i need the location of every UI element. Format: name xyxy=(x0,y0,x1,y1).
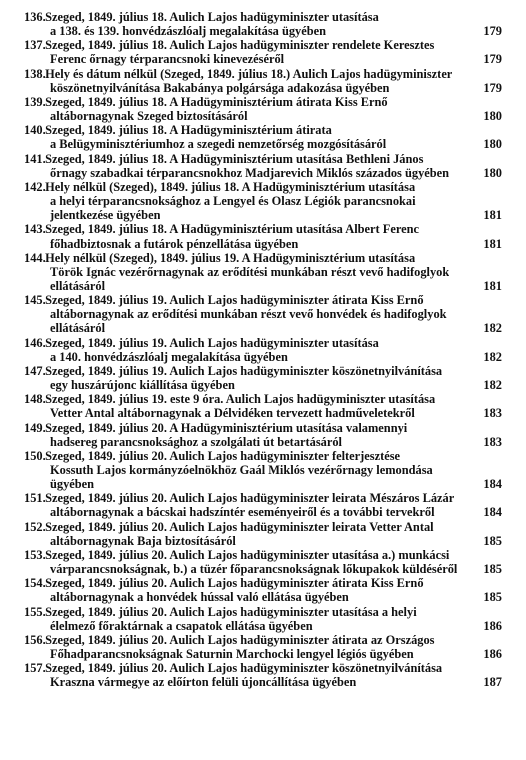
entry-text: Főhadparancsnokságnak Saturnin Marchocki lengyel légiós ügyében xyxy=(50,647,414,662)
page-number: 180 xyxy=(483,109,502,124)
entry-text: ellátásáról xyxy=(50,321,106,336)
page-number: 179 xyxy=(483,52,502,67)
page-number: 184 xyxy=(483,477,502,492)
entry-text: altábornagynak az erődítési munkában részt vevő honvédek és hadifoglyok xyxy=(50,307,447,322)
entry-text: Szeged, 1849. július 20. Aulich Lajos hadügyminiszter átirata az Országos xyxy=(45,632,435,647)
toc-entry xyxy=(24,449,502,491)
entry-text: Szeged, 1849. július 20. Aulich Lajos hadügyminiszter leirata Vetter Antal xyxy=(45,519,434,534)
entry-number: 153. xyxy=(24,547,46,562)
entry-number: 139. xyxy=(24,94,46,109)
entry-number: 147. xyxy=(24,363,46,378)
entry-text: hadsereg parancsnoksághoz a szolgálati út betartásáról xyxy=(50,434,342,449)
entry-text: Hely nélkül (Szeged), 1849. július 19. A Hadügyminisztérium utasítása xyxy=(45,250,416,265)
page-number: 183 xyxy=(483,406,502,421)
entry-text: altábornagynak Baja biztosításáról xyxy=(50,533,236,548)
entry-text: a 140. honvédzászlóalj megalakítása ügyében xyxy=(50,349,288,364)
page-number: 187 xyxy=(483,675,502,690)
entry-number: 155. xyxy=(24,604,46,619)
page-number: 185 xyxy=(483,562,502,577)
toc-entry xyxy=(24,661,502,689)
entry-text: Szeged, 1849. július 20. Aulich Lajos hadügyminiszter utasítása a helyi xyxy=(45,604,417,619)
entry-number: 144. xyxy=(24,250,46,265)
toc-entry xyxy=(24,123,502,151)
toc-entry xyxy=(24,222,502,250)
entry-number: 141. xyxy=(24,151,46,166)
toc-entry xyxy=(24,421,502,449)
entry-text: Ferenc őrnagy térparancsnoki kinevezéséről xyxy=(50,52,285,67)
entry-number: 148. xyxy=(24,392,46,407)
page-number: 184 xyxy=(483,505,502,520)
toc-entry xyxy=(24,392,502,420)
entry-text: jelentkezése ügyében xyxy=(50,208,161,223)
entry-text: altábornagynak a bácskai hadszíntér eseményeiről és a további tervekről xyxy=(50,505,435,520)
entry-text: köszönetnyilvánítása Bakabánya polgársága adakozása ügyében xyxy=(50,80,390,95)
page-number: 180 xyxy=(483,137,502,152)
toc-entry xyxy=(24,38,502,66)
entry-text: Szeged, 1849. július 20. Aulich Lajos hadügyminiszter utasítása a.) munkácsi xyxy=(45,547,450,562)
page-number: 185 xyxy=(483,533,502,548)
entry-text: Szeged, 1849. július 20. Aulich Lajos hadügyminiszter átirata Kiss Ernő xyxy=(45,576,424,591)
entry-text: Szeged, 1849. július 18. A Hadügyminisztérium utasítása Albert Ferenc xyxy=(45,222,420,237)
entry-text: Török Ignác vezérőrnagynak az erődítési munkában részt vevő hadifoglyok xyxy=(50,264,450,279)
entry-text: Szeged, 1849. július 19. este 9 óra. Aulich Lajos hadügyminiszter utasítása xyxy=(45,392,436,407)
toc-entry xyxy=(24,293,502,335)
entry-text: Szeged, 1849. július 18. A Hadügyminisztérium átirata xyxy=(45,123,332,138)
entry-text: Szeged, 1849. július 20. A Hadügyminisztérium utasítása valamennyi xyxy=(45,420,408,435)
entry-text: Hely nélkül (Szeged), 1849. július 18. A Hadügyminisztérium utasítása xyxy=(45,179,416,194)
page-number: 182 xyxy=(483,321,502,336)
entry-text: a 138. és 139. honvédzászlóalj megalakítása ügyében xyxy=(50,24,327,39)
entry-number: 154. xyxy=(24,576,46,591)
entry-text: főhadbiztosnak a futárok pénzellátása ügyében xyxy=(50,236,299,251)
page-number: 179 xyxy=(483,80,502,95)
entry-text: altábornagynak a honvédek hússal való ellátása ügyében xyxy=(50,590,349,605)
entry-number: 146. xyxy=(24,335,46,350)
page-number: 183 xyxy=(483,434,502,449)
toc-entry xyxy=(24,576,502,604)
entry-number: 140. xyxy=(24,123,46,138)
entry-text: a Belügyminisztériumhoz a szegedi nemzetőrség mozgósításáról xyxy=(50,137,387,152)
toc-entry xyxy=(24,605,502,633)
page-number: 181 xyxy=(483,236,502,251)
entry-text: Szeged, 1849. július 18. A Hadügyminisztérium utasítása Bethleni János xyxy=(45,151,424,166)
page-number: 182 xyxy=(483,378,502,393)
entry-text: Szeged, 1849. július 19. Aulich Lajos hadügyminiszter utasítása xyxy=(45,335,379,350)
page-number: 186 xyxy=(483,618,502,633)
page-number: 179 xyxy=(483,24,502,39)
entry-text: őrnagy szabadkai térparancsnokhoz Madjarevich Miklós százados ügyében xyxy=(50,165,450,180)
toc-entry xyxy=(24,180,502,222)
entry-number: 137. xyxy=(24,38,46,53)
entry-text: Szeged, 1849. július 20. Aulich Lajos hadügyminiszter köszönetnyilvánítása xyxy=(45,661,443,676)
entry-number: 150. xyxy=(24,448,46,463)
entry-text: Szeged, 1849. július 18. A Hadügyminisztérium átirata Kiss Ernő xyxy=(45,94,388,109)
toc-entry xyxy=(24,152,502,180)
entry-text: ellátásáról xyxy=(50,278,106,293)
entry-text: élelmező főraktárnak a csapatok ellátása ügyében xyxy=(50,618,313,633)
page-number: 186 xyxy=(483,647,502,662)
page-number: 180 xyxy=(483,165,502,180)
page-number: 185 xyxy=(483,590,502,605)
toc-entry xyxy=(24,67,502,95)
entry-text: Szeged, 1849. július 18. Aulich Lajos hadügyminiszter utasítása xyxy=(45,10,379,24)
entry-number: 142. xyxy=(24,179,46,194)
toc-entry xyxy=(24,364,502,392)
entry-text: Kossuth Lajos kormányzóelnökhöz Gaál Miklós vezérőrnagy lemondása xyxy=(50,463,433,477)
toc-entry xyxy=(24,491,502,519)
page-number: 181 xyxy=(483,208,502,223)
entry-text: Szeged, 1849. július 19. Aulich Lajos hadügyminiszter átirata Kiss Ernő xyxy=(45,293,424,308)
entry-text: Szeged, 1849. július 18. Aulich Lajos hadügyminiszter rendelete Keresztes xyxy=(45,38,435,53)
entry-text: ügyében xyxy=(50,477,95,492)
toc-entry xyxy=(24,548,502,576)
entry-text: Vetter Antal altábornagynak a Délvidéken tervezett hadműveletekről xyxy=(50,406,415,421)
entry-number: 138. xyxy=(24,66,46,81)
entry-text: Szeged, 1849. július 19. Aulich Lajos hadügyminiszter köszönetnyilvánítása xyxy=(45,363,443,378)
entry-text: egy huszárújonc kiállítása ügyében xyxy=(50,378,235,393)
entry-number: 136. xyxy=(24,10,46,24)
entry-number: 149. xyxy=(24,420,46,435)
page-number: 182 xyxy=(483,349,502,364)
entry-number: 152. xyxy=(24,519,46,534)
entry-number: 156. xyxy=(24,632,46,647)
entry-number: 143. xyxy=(24,222,46,237)
entry-text: Szeged, 1849. július 20. Aulich Lajos hadügyminiszter felterjesztése xyxy=(45,448,401,463)
toc-entry xyxy=(24,520,502,548)
entry-text: a helyi térparancsnoksághoz a Lengyel és Olasz Légiók parancsnokai xyxy=(50,194,416,209)
entry-number: 145. xyxy=(24,293,46,308)
entry-text: Hely és dátum nélkül (Szeged, 1849. július 18.) Aulich Lajos hadügyminiszter xyxy=(45,66,453,81)
entry-text: altábornagynak Szeged biztosításáról xyxy=(50,109,248,124)
toc-entry xyxy=(24,336,502,364)
entry-text: várparancsnokságnak, b.) a tüzér főparancsnokságnak lőkupakok küldéséről xyxy=(50,562,458,577)
toc-entry xyxy=(24,95,502,123)
entry-number: 151. xyxy=(24,491,46,506)
toc-entry xyxy=(24,10,502,38)
entry-number: 157. xyxy=(24,661,46,676)
toc-entry xyxy=(24,251,502,293)
page-number: 181 xyxy=(483,278,502,293)
entry-text: Kraszna vármegye az előírton felüli újoncállítása ügyében xyxy=(50,675,357,690)
toc-entry xyxy=(24,633,502,661)
entry-text: Szeged, 1849. július 20. Aulich Lajos hadügyminiszter leirata Mészáros Lázár xyxy=(45,491,455,506)
